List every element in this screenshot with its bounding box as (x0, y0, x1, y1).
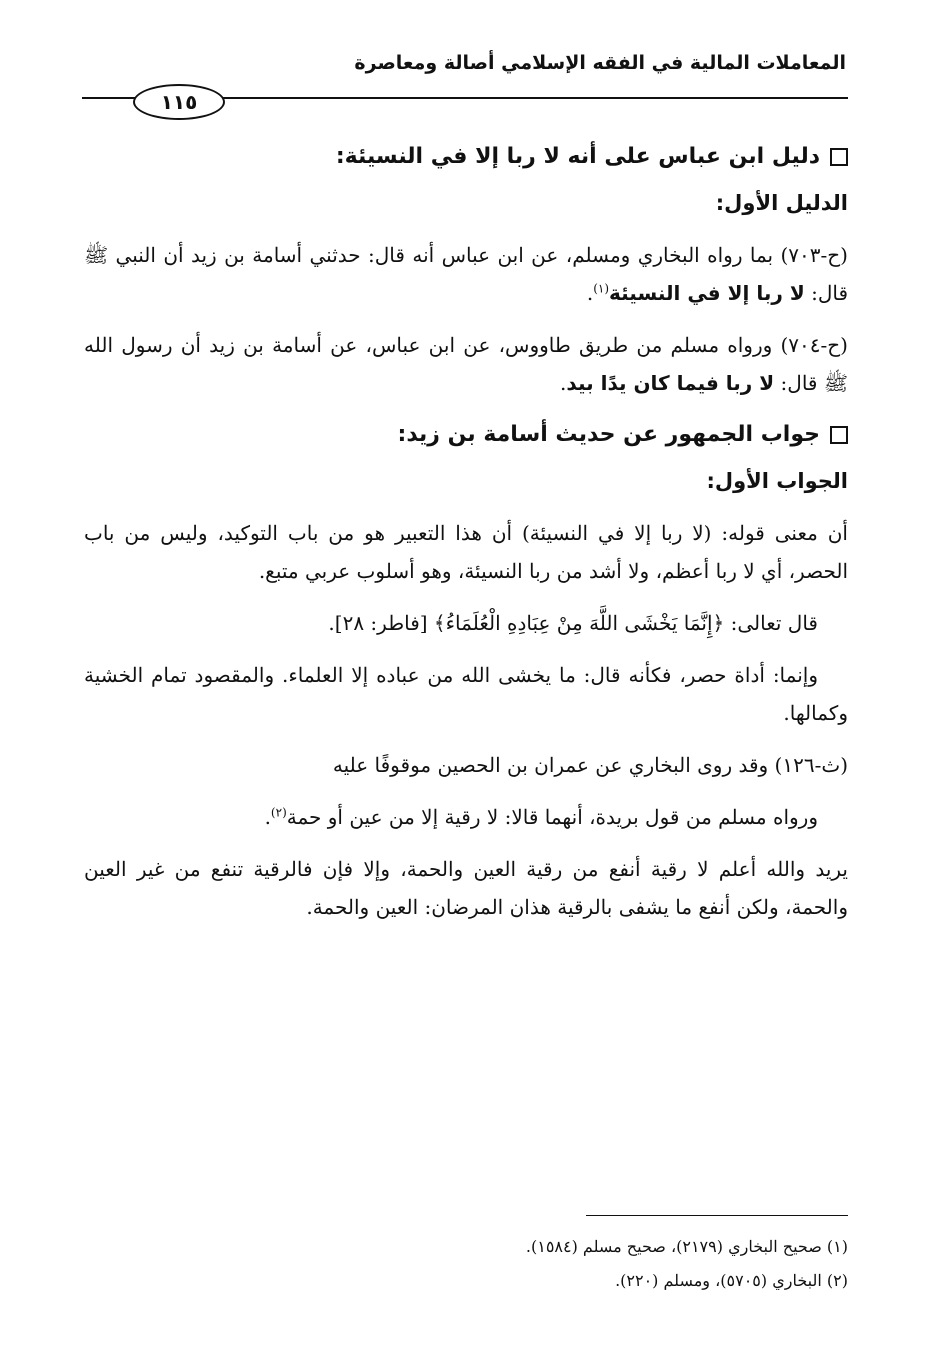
hadith-703-quote: لا ربا إلا في النسيئة (609, 281, 805, 305)
section-heading-text: دليل ابن عباس على أنه لا ربا إلا في النسيئة: (335, 144, 820, 169)
innama-paragraph: وإنما: أداة حصر، فكأنه قال: ما يخشى الله من عباده إلا العلماء. والمقصود تمام الخشية وكمالها. (84, 663, 848, 725)
section-heading-majority-answer (84, 416, 848, 454)
footnote-separator (586, 1215, 848, 1216)
hadith-703-end: . (586, 281, 594, 305)
athar-126-paragraph: (ث-١٢٦) وقد روى البخاري عن عمران بن الحصين موقوفًا عليه (332, 753, 848, 777)
footnotes (84, 1230, 848, 1298)
footnote-ref-2: (٢) (270, 805, 287, 820)
section-heading-text: جواب الجمهور عن حديث أسامة بن زيد: (397, 422, 820, 447)
hadith-704-end: . (560, 371, 567, 395)
buraydah-text: ورواه مسلم من قول بريدة، أنهما قالا: لا رقية إلا من عين أو حمة (286, 805, 818, 829)
buraydah-paragraph (84, 798, 848, 836)
sub-heading-first-answer: الجواب الأول: (706, 469, 848, 493)
hadith-704-quote: لا ربا فيما كان يدًا بيد (566, 371, 775, 395)
ruqyah-explanation-paragraph: يريد والله أعلم لا رقية أنفع من رقية العين والحمة، وإلا فإن فالرقية تنفع من غير العين والحمة، ولكن أنفع ما يشفى بالرقية هذان المرضان: العين والحمة. (84, 857, 848, 919)
footnote-1: (١) صحيح البخاري (٢١٧٩)، صحيح مسلم (١٥٨٤). (525, 1237, 848, 1256)
running-header-title: المعاملات المالية في الفقه الإسلامي أصالة ومعاصرة (354, 52, 846, 74)
hadith-703-paragraph (84, 236, 848, 312)
hadith-704-text: (ح-٧٠٤) ورواه مسلم من طريق طاووس، عن ابن عباس، عن أسامة بن زيد أن رسول الله ﷺ قال: (84, 333, 848, 395)
sub-heading-first-evidence: الدليل الأول: (715, 191, 848, 215)
main-text (84, 138, 848, 940)
square-bullet-icon (830, 148, 848, 166)
answer-paragraph: أن معنى قوله: (لا ربا إلا في النسيئة) أن هذا التعبير هو من باب التوكيد، وليس من باب الحصر، أي لا ربا أعظم، ولا أشد من ربا النسيئة، وهو أسلوب عربي متبع. (84, 521, 848, 583)
hadith-703-text: (ح-٧٠٣) بما رواه البخاري ومسلم، عن ابن عباس أنه قال: حدثني أسامة بن زيد أن النبي ﷺ قال: (84, 243, 848, 305)
footnote-ref-1: (١) (593, 281, 610, 296)
footnote-2: (٢) البخاري (٥٧٠٥)، ومسلم (٢٢٠). (615, 1271, 848, 1290)
square-bullet-icon (830, 426, 848, 444)
page-number-badge: ١١٥ (133, 84, 225, 120)
buraydah-end: . (264, 805, 271, 829)
quran-verse-paragraph: قال تعالى: ﴿إِنَّمَا يَخْشَى اللَّهَ مِنْ عِبَادِهِ الْعُلَمَاءُ﴾ [فاطر: ٢٨]. (328, 611, 818, 635)
hadith-704-paragraph (84, 326, 848, 402)
section-heading-ibn-abbas (84, 138, 848, 176)
